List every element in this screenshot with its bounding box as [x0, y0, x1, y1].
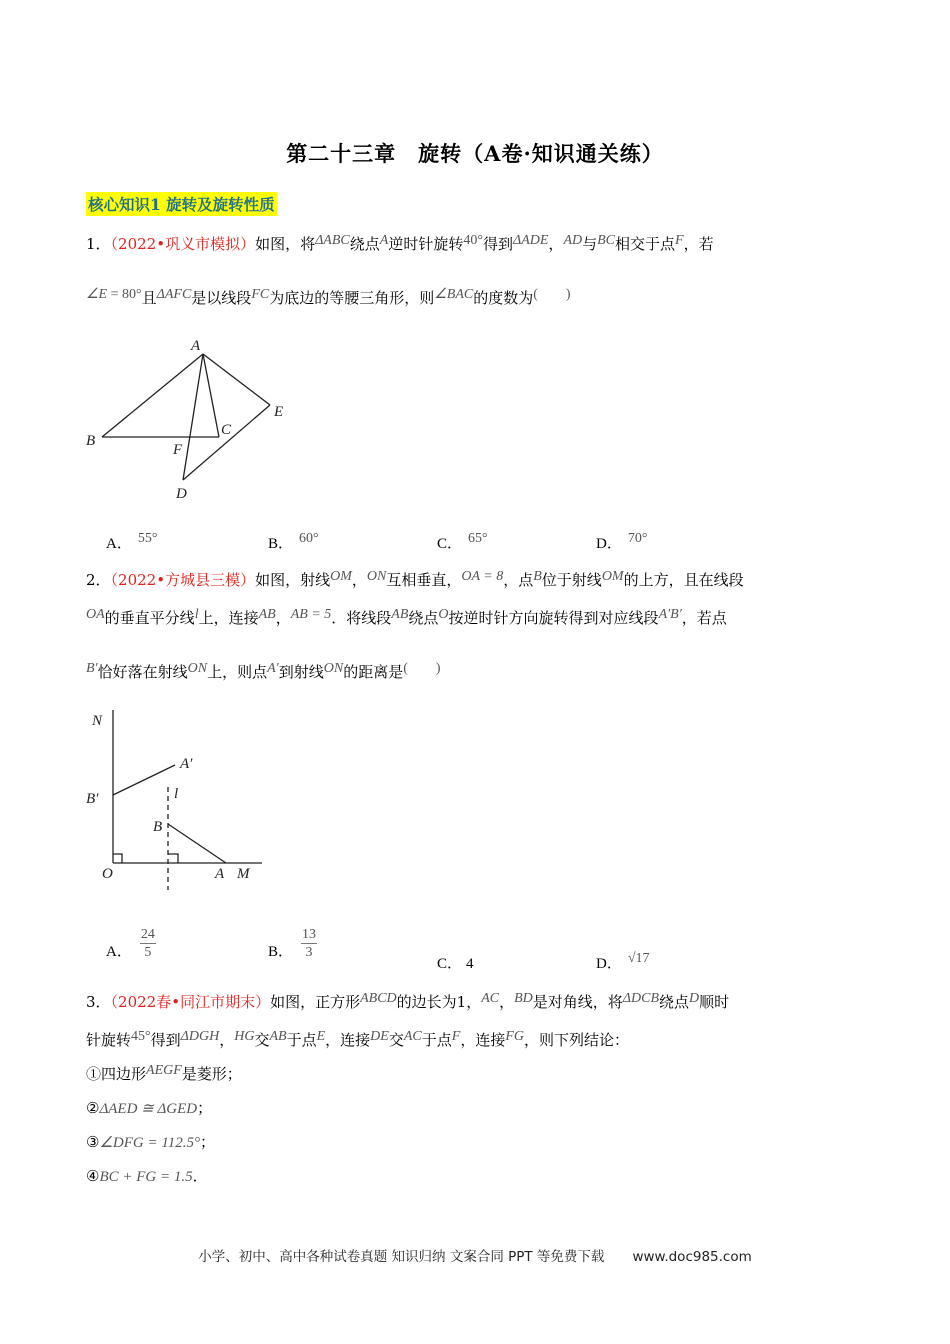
text-run: ，若	[683, 235, 714, 253]
math-expression: BC	[597, 233, 616, 248]
text-run: ，	[219, 1031, 235, 1049]
text-run: 于点	[286, 1031, 317, 1049]
segment-AC	[203, 354, 219, 437]
text-run: ④	[86, 1167, 100, 1185]
text-run: 的上方，且在线段	[623, 571, 744, 589]
option-value: 60°	[299, 531, 319, 546]
text-run: ，	[499, 993, 515, 1011]
math-expression: FC	[251, 287, 270, 302]
text-run: 的边长为1，	[396, 993, 482, 1011]
math-expression: A′	[267, 661, 279, 676]
text-run: 为底边的等腰三角形，则	[269, 289, 435, 307]
text-run: 是以线段	[191, 289, 252, 307]
text-run: 互相垂直，	[386, 571, 462, 589]
math-value: = 80°	[107, 287, 142, 302]
math-expression: ΔADE	[512, 233, 549, 248]
math-expression: FG	[505, 1029, 525, 1044]
math-expression: ∠E	[86, 287, 108, 302]
text-run: 上，连接	[198, 609, 259, 627]
q2-figure	[80, 700, 280, 900]
option-value: √17	[627, 951, 650, 966]
text-run: 顺时	[699, 993, 730, 1011]
text-run: 得到	[482, 235, 513, 253]
label-A: A	[215, 866, 225, 882]
q3-source: （2022春•同江市期末）	[110, 993, 271, 1011]
text-run: 上，则点	[207, 663, 268, 681]
right-angle-mark-O	[113, 854, 122, 863]
math-expression: O	[438, 607, 449, 622]
math-expression: AC	[481, 991, 500, 1006]
text-run: 绕点	[659, 993, 690, 1011]
label-E: E	[274, 404, 284, 420]
option-label: B．	[268, 944, 294, 960]
fraction	[301, 926, 317, 961]
text-run: ；	[200, 1133, 216, 1151]
label-B: B	[153, 819, 163, 835]
text-run: 到射线	[278, 663, 324, 681]
option-label: C．	[437, 956, 463, 972]
q3-conclusion-1	[86, 1064, 242, 1086]
math-expression: ΔDGH	[180, 1029, 220, 1044]
math-expression: ON	[187, 661, 208, 676]
math-expression: AB	[258, 607, 276, 622]
q3-text-line1	[270, 993, 729, 1011]
q1-line2	[86, 288, 571, 310]
label-N: N	[92, 713, 103, 729]
text-run: 且	[141, 289, 157, 307]
label-O: O	[102, 866, 113, 882]
text-run: ．	[192, 1167, 208, 1185]
text-run: 的距离是	[343, 663, 404, 681]
math-expression: AC	[403, 1029, 422, 1044]
q1-text-line2	[86, 289, 571, 307]
q2-text-line3	[86, 663, 441, 681]
option-label: D．	[596, 956, 622, 972]
math-expression: ∠DFG = 112.5°	[99, 1135, 200, 1151]
text-run: ②	[86, 1099, 100, 1117]
math-expression: OA	[86, 607, 105, 622]
label-l: l	[174, 786, 179, 802]
math-expression: AB = 5	[290, 607, 332, 622]
q2-option-b[interactable]	[268, 926, 317, 961]
math-expression: A′B′	[658, 607, 682, 622]
math-value: 45°	[131, 1029, 151, 1044]
label-B-prime: B′	[86, 791, 99, 807]
q2-option-d[interactable]	[596, 952, 650, 973]
q2-line3	[86, 662, 441, 684]
text-run: 如图，将	[255, 235, 316, 253]
q3-conclusion-4	[86, 1166, 208, 1187]
q2-option-c[interactable]	[437, 952, 474, 973]
math-expression: ΔAFC	[156, 287, 192, 302]
text-run: ，若点	[681, 609, 727, 627]
math-expression: A	[379, 233, 389, 248]
math-expression: F	[451, 1029, 461, 1044]
math-value: 40°	[463, 233, 483, 248]
label-A-prime: A′	[180, 756, 193, 772]
conclusion-text	[86, 1099, 212, 1117]
math-expression: HG	[234, 1029, 255, 1044]
math-expression: ON	[323, 661, 344, 676]
math-expression: ΔAED ≅ ΔGED	[99, 1101, 198, 1117]
q1-number: 1．	[86, 235, 111, 253]
option-value: 4	[466, 956, 474, 972]
q3-conclusion-3	[86, 1132, 215, 1153]
math-expression: ΔDCB	[622, 991, 660, 1006]
label-M: M	[237, 866, 250, 882]
text-run: 按逆时针方向旋转得到对应线段	[448, 609, 659, 627]
text-run: 逆时针旋转	[388, 235, 464, 253]
math-expression: B	[533, 569, 542, 584]
segment-AB	[102, 354, 203, 437]
q2-line1	[86, 570, 744, 592]
text-run: ，	[548, 235, 564, 253]
text-run: ，	[275, 609, 291, 627]
label-A: A	[191, 338, 201, 354]
q2-text-line1	[255, 571, 744, 589]
option-value: 55°	[137, 531, 158, 546]
text-run: 交	[254, 1031, 270, 1049]
text-run: ③	[86, 1133, 100, 1151]
option-label: A．	[106, 944, 132, 960]
right-angle-mark-l	[168, 854, 178, 863]
text-run: 的垂直平分线	[104, 609, 195, 627]
math-expression: D	[689, 991, 700, 1006]
math-expression: B′	[86, 661, 98, 676]
text-run: 位于射线	[541, 571, 602, 589]
q3-line2	[86, 1030, 629, 1052]
text-run: 于点	[421, 1031, 452, 1049]
text-run: 相交于点	[615, 235, 676, 253]
footer-text: 小学、初中、高中各种试卷真题 知识归纳 文案合同 PPT 等免费下载	[198, 1249, 605, 1265]
text-run: ．将线段	[331, 609, 392, 627]
q3-number: 3．	[86, 993, 111, 1011]
q1-line1	[86, 234, 714, 256]
section-heading: 核心知识1 旋转及旋转性质	[86, 192, 277, 216]
label-C: C	[221, 422, 232, 438]
footer-url-link[interactable]: www.doc985.com	[632, 1249, 752, 1265]
math-expression: F	[675, 233, 684, 248]
math-expression: OA = 8	[461, 569, 504, 584]
segment-AE	[203, 354, 270, 405]
segment-A-prime-B-prime	[113, 765, 175, 795]
q1-option-a[interactable]	[106, 532, 157, 553]
segment-AD	[183, 354, 203, 480]
q1-source: （2022•巩义市模拟）	[110, 235, 256, 253]
option-label: C．	[437, 536, 463, 552]
denominator: 3	[305, 945, 313, 960]
q2-number: 2．	[86, 571, 111, 589]
text-run: ①四边形	[86, 1065, 147, 1083]
text-run: 的度数为	[473, 289, 534, 307]
text-run: ，点	[503, 571, 534, 589]
math-expression: ΔABC	[315, 233, 350, 248]
conclusion-text	[86, 1065, 242, 1083]
math-value: ( )	[403, 661, 441, 676]
math-expression: OM	[601, 569, 624, 584]
label-F: F	[173, 442, 183, 458]
numerator: 13	[302, 927, 317, 942]
math-expression: OM	[330, 569, 352, 584]
option-label: D．	[596, 536, 622, 552]
footer	[0, 1245, 950, 1265]
text-run: 是对角线，将	[532, 993, 623, 1011]
math-expression: ABCD	[360, 991, 397, 1006]
q1-option-d[interactable]	[596, 532, 647, 553]
text-run: 是菱形；	[181, 1065, 242, 1083]
q1-text-line1	[255, 235, 714, 253]
math-expression: DE	[370, 1029, 389, 1044]
q1-option-b[interactable]	[268, 532, 319, 553]
q1-option-c[interactable]	[437, 532, 488, 553]
label-D: D	[176, 486, 187, 502]
text-run: 如图，射线	[255, 571, 331, 589]
fraction	[140, 926, 156, 961]
option-value: 70°	[627, 531, 648, 546]
numerator: 24	[140, 927, 155, 942]
q3-text-line2	[86, 1031, 629, 1049]
q3-line1	[86, 992, 729, 1014]
option-value: 65°	[468, 531, 488, 546]
denominator: 5	[144, 945, 152, 960]
q2-line2	[86, 608, 727, 630]
q2-source: （2022•方城县三模）	[110, 571, 256, 589]
text-run: 绕点	[408, 609, 439, 627]
text-run: 与	[582, 235, 598, 253]
text-run: ；	[197, 1099, 213, 1117]
math-expression: ON	[366, 569, 387, 584]
math-expression: AEGF	[146, 1063, 182, 1078]
math-expression: AD	[563, 233, 583, 248]
math-expression: l	[194, 607, 199, 622]
text-run: ，连接	[460, 1031, 506, 1049]
q2-text-line2	[86, 609, 727, 627]
math-expression: BC + FG = 1.5	[99, 1169, 193, 1185]
text-run: 绕点	[349, 235, 380, 253]
math-expression: AB	[391, 607, 409, 622]
segment-AB	[168, 824, 226, 863]
q3-conclusion-2	[86, 1098, 212, 1119]
text-run: 如图，正方形	[270, 993, 361, 1011]
page-title: 第二十三章 旋转（A卷·知识通关练）	[286, 141, 664, 166]
text-run: 针旋转	[86, 1031, 132, 1049]
option-label: B．	[268, 536, 294, 552]
math-expression: BD	[514, 991, 533, 1006]
text-run: ，则下列结论：	[524, 1031, 630, 1049]
text-run: 交	[388, 1031, 404, 1049]
conclusion-text	[86, 1167, 208, 1185]
math-expression: ∠BAC	[434, 287, 474, 302]
text-run: ，	[351, 571, 367, 589]
segment-DE	[183, 405, 270, 480]
text-run: 得到	[150, 1031, 181, 1049]
text-run: 恰好落在射线	[97, 663, 188, 681]
q2-option-a[interactable]	[106, 926, 156, 961]
q1-figure	[80, 330, 300, 510]
text-run: ，连接	[325, 1031, 371, 1049]
label-B: B	[86, 433, 96, 449]
option-label: A．	[106, 536, 132, 552]
math-value: ( )	[533, 287, 571, 302]
math-expression: E	[316, 1029, 326, 1044]
conclusion-text	[86, 1133, 215, 1151]
math-expression: AB	[269, 1029, 287, 1044]
